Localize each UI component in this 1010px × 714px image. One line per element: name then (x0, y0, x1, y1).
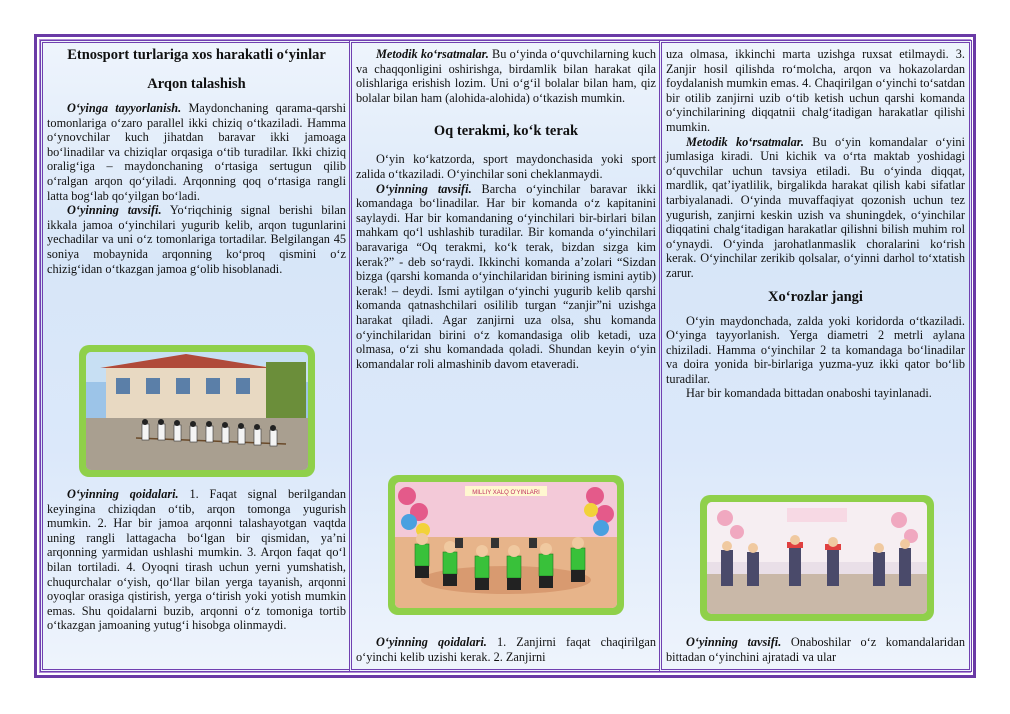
photo-tug-of-war-image (86, 352, 308, 470)
paragraph-lead: Metodik koʻrsatmalar. (686, 134, 804, 149)
paragraph-lead: Oʻyinning qoidalari. (67, 487, 179, 501)
paragraph-description (356, 182, 656, 372)
paragraph-lead: Oʻyinning qoidalari. (376, 635, 487, 649)
paragraph-text: Bu oʻyin komandalar oʻyini jumlasiga kiradi. Uni kichik va oʻrta maktab yoshidagi oʻquvchilar uchun tavsiya etiladi. Bu oʻyinda diqqat, mardlik, qatʼiyatlilik, birgalikda harakat qilish kabi sifatlar tarbiyalanadi. Oʻyinda muvaffaqiyat qozonish uchun tez yugurish, zanjirni keskin uzish va shuningdek, oʻyinchilar diqqatini chalgʻitadigan harakatlar qilishni bilish muhim rol oʻynaydi. Oʻyinda jarohatlanmaslik choralarini koʻrish kerak. Oʻyinchilar zerikib qolsalar, oʻyinni darhol toʻxtatish zarur. (666, 134, 965, 280)
paragraph-lead: Metodik koʻrsatmalar. (376, 47, 489, 61)
paragraph-text: Bu oʻyinda oʻquvchilarning kuch va chaqqonligini oshirishga, birdamlik bilan harakat qila olishlariga erishish lozim. Uni oʻgʻil bolalar bilan ham, qiz bolalar bilan ham (alohida-alohida) oʻtkazish mumkin. (356, 47, 656, 105)
column-1-top (47, 47, 346, 276)
paragraph-methodical (356, 47, 656, 105)
section-title-oq-terak: Oq terakmi, koʻk terak (433, 123, 579, 140)
paragraph-text: Maydonchaning qarama-qarshi tomonlariga oʻzaro parallel ikki chiziq oʻtkaziladi. Hamma oʻynovchilar kuch jihatdan baravar ikki jamoaga boʻlinadilar va chiziqlar orqasiga oʻtib turadilar. Ikki chiziq oraligʻiga – maydonchaning oʻrtasiga sertugun qilib oʻralgan arqon qoʻyiladi. Arqonning qoq oʻrtasiga rangli latta bogʻlab qoʻyilgan boʻladi. (47, 101, 346, 203)
paragraph-rules (356, 635, 656, 664)
banner-text: MILLIY XALQ OʻYINLARI (472, 490, 540, 496)
paragraph-lead: Oʻyinning tavsifi. (67, 203, 162, 218)
paragraph-intro: Oʻyin koʻkatzorda, sport maydonchasida yoki sport zalida oʻtkaziladi. Oʻyinchilar soni cheklanmaydi. (356, 152, 656, 181)
column-2-top (356, 47, 656, 371)
photo-children-circle (388, 475, 624, 615)
paragraph-text: 1. Zanjirni faqat chaqirilgan oʻyinchi kelib uzishi kerak. 2. Zanjirni (356, 635, 656, 664)
paragraph-captain: Har bir komandada bittadan onaboshi tayinlanadi. (686, 386, 932, 401)
photo-children-circle-image (395, 482, 617, 608)
paragraph-description (47, 203, 346, 276)
paragraph-text: 1. Faqat signal berilgandan keyingina chiziqdan oʻtib, arqon tomonga yugurish mumkin. 2. Har bir jamoa arqonni talashayotgan vaqtda uning rangli lattagacha boʻlgan bir qismidan, yaʼni arqonning yarmidan ushlashi mumkin. 3. Arqon faqat qoʻl bilan tortiladi. 4. Oyoqni tirash uchun yerni yumshatish, chuqurchalar oʻyish, qoʻllar bilan yerga tayanish, arqonni oyoqlar orasiga qistirish, yerga oʻtirish yoki yotish mumkin emas. Shu qoidalarni buzib, arqonni oʻz tomoniga tortib oʻtkazgan jamoaning yutugʻi hisobga olinmaydi. (47, 487, 346, 633)
paragraph-preparation (47, 101, 346, 203)
paragraph-text: Barcha oʻyinchilar baravar ikki komandaga boʻlinadilar. Har bir komanda oʻz kapitanini saylaydi. Har bir komandaning oʻyinchilari bir-birlari bilan mahkam qoʻl ushlashib turadilar. Bir komanda oʻyinchilari baravariga “Oq terakmi, koʻk terak, bizdan sizga kim kerak?” - deb soʻraydi. Ikkinchi komanda aʼzolari “Sizdan bizga (qarshi komanda oʻyinchilaridan birining ismini aytib) kerak! – deydi. Ismi aytilgan oʻyinchi yugurib kelib qarshi komanda qatnashchilari osililib turgan “zanjir”ni uzishga harakat qiladi. Agar zanjirni uza olsa, shu komanda oʻyinchilaridan birini oʻz komandasiga olib ketadi, uza olmasa, oʻzi shu komandada qoladi. Shundan keyin oʻyin komandalar roli almashinib davom etaveradi. (356, 181, 656, 371)
photo-rooster-fight-image (707, 502, 927, 614)
paragraph-description (666, 635, 965, 664)
paragraph-rules (47, 487, 346, 633)
paragraph-text: Yoʻriqchinig signal berishi bilan ikkala jamoa oʻyinchilari yugurib kelib, arqon tugunlarini yechadilar va uni oʻz tomonlariga tortadilar. Belgilangan 45 soniya mobaynida arqonning koʻproq qismini oʻz chizigʻidan oʻtkazgan jamoa gʻolib hisoblanadi. (47, 203, 346, 276)
column-2-bottom (356, 635, 656, 664)
column-1 (40, 40, 353, 672)
paragraph-rules-continued: uza olmasa, ikkinchi marta uzishga ruxsat etilmaydi. 3. Zanjir hosil qilishda roʻmolcha, arqon va hokazolardan foydalanish mumkin emas. 4. Chaqirilgan oʻyinchi toʻsatdan bir otilib zanjirni uzib oʻtib ketish uchun qarshi komanda oʻyinchilarining diqqatnii chalgʻitadigan harakatlar qilishi mumkin. (666, 47, 965, 134)
column-1-bottom (47, 487, 346, 633)
photo-rooster-fight (700, 495, 934, 621)
section-title-xorozlar: Xoʻrozlar jangi (768, 288, 863, 305)
main-title: Etnosport turlariga xos harakatli oʻyinlar (67, 47, 326, 63)
column-3-top (666, 47, 965, 401)
paragraph-preparation: Oʻyin maydonchada, zalda yoki koridorda oʻtkaziladi. Oʻyinga tayyorlanish. Yerga diametri 2 metrli aylana chiziladi. Hamma oʻyinchilar 2 ta komandaga boʻlinadilar va doira yonida bir-birlariga yuzma-yuz ikki qator boʻlib turadilar. (666, 313, 965, 386)
photo-tug-of-war (79, 345, 315, 477)
column-2 (349, 40, 663, 672)
paragraph-lead: Oʻyinning tavsifi. (686, 635, 782, 649)
column-3-bottom (666, 635, 965, 664)
paragraph-lead: Oʻyinga tayyorlanish. (67, 101, 182, 115)
section-title-arqon: Arqon talashish (147, 76, 246, 92)
column-3 (659, 40, 972, 672)
paragraph-lead: Oʻyinning tavsifi. (376, 181, 472, 196)
paragraph-text: Onaboshilar oʻz komandalaridan bittadan oʻyinchini ajratadi va ular (666, 635, 965, 664)
paragraph-methodical (666, 135, 965, 281)
